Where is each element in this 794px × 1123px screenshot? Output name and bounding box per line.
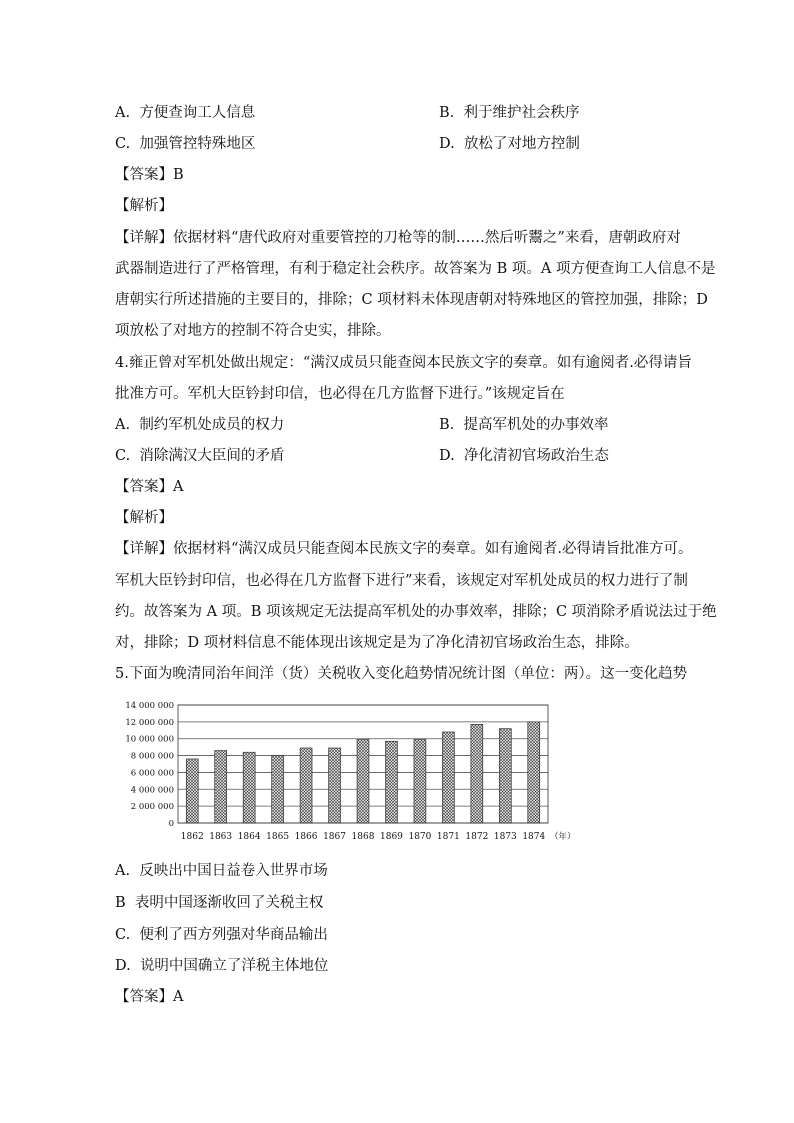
answer-value: A xyxy=(173,989,184,1005)
y-tick-label: 12 000 000 xyxy=(125,717,174,728)
detail-tag: 【详解】 xyxy=(115,230,173,246)
bar-1865 xyxy=(272,756,284,823)
bar-1870 xyxy=(414,740,426,823)
y-tick-label: 10 000 000 xyxy=(125,734,174,745)
q4-stem-line-1: 4.雍正曾对军机处做出规定：“满汉成员只能查阅本民族文字的奏章。如有逾阅者.必得请旨 xyxy=(115,355,692,371)
x-axis-unit: （年） xyxy=(550,832,576,842)
option-label: A. xyxy=(115,863,131,879)
q3-option-b xyxy=(439,104,579,122)
bar-1863 xyxy=(215,751,227,823)
x-tick-label: 1870 xyxy=(408,832,432,842)
option-label: D. xyxy=(439,136,455,152)
option-label: B xyxy=(115,895,126,911)
bar-1869 xyxy=(385,741,397,823)
option-text: 表明中国逐渐收回了关税主权 xyxy=(134,895,324,911)
bar-1862 xyxy=(186,759,198,823)
option-label: C. xyxy=(115,927,131,943)
y-tick-label: 6 000 000 xyxy=(130,768,174,779)
option-text: 加强管控特殊地区 xyxy=(139,136,256,152)
q3-answer xyxy=(115,166,184,184)
option-label: B. xyxy=(439,105,455,121)
bar-1871 xyxy=(442,732,454,823)
option-text: 消除满汉大臣间的矛盾 xyxy=(139,448,285,464)
q4-detail-line-4: 对，排除；D 项材料信息不能体现出该规定是为了净化清初官场政治生态，排除。 xyxy=(115,635,639,651)
option-label: D. xyxy=(439,448,455,464)
q3-detail-line-2: 武器制造进行了严格管理，有利于稳定社会秩序。故答案为 B 项。A 项方便查询工人信息不是 xyxy=(115,261,716,277)
q3-detail-line-1 xyxy=(115,229,681,247)
detail-tag: 【详解】 xyxy=(115,541,173,557)
x-tick-label: 1872 xyxy=(465,832,489,842)
answer-value: B xyxy=(173,167,184,183)
q4-detail-line-2: 军机大臣钤封印信，也必得在几方监督下进行”来看，该规定对军机处成员的权力进行了制 xyxy=(115,573,688,589)
x-tick-label: 1871 xyxy=(436,832,460,842)
option-text: 便利了西方列强对华商品输出 xyxy=(139,927,328,943)
q5-option-d xyxy=(115,957,328,975)
x-tick-label: 1863 xyxy=(209,832,233,842)
bar-1872 xyxy=(471,724,483,823)
q3-option-c xyxy=(115,135,255,153)
chart-x-tick-labels xyxy=(181,831,576,842)
q4-option-b xyxy=(439,416,608,434)
customs-revenue-bar-chart xyxy=(120,700,580,845)
q3-option-a xyxy=(115,104,255,122)
q3-detail-line-4: 项放松了对地方的控制不符合史实，排除。 xyxy=(115,323,391,339)
option-text: 净化清初官场政治生态 xyxy=(463,448,609,464)
option-text: 制约军机处成员的权力 xyxy=(139,417,285,433)
y-tick-label: 14 000 000 xyxy=(125,701,174,711)
q4-option-d xyxy=(439,447,609,465)
q4-answer xyxy=(115,478,183,496)
option-label: A. xyxy=(115,417,131,433)
bar-1866 xyxy=(300,748,312,823)
q4-stem-line-2: 批准方可。军机大臣钤封印信，也必得在几方监督下进行。”该规定旨在 xyxy=(115,386,565,402)
x-tick-label: 1869 xyxy=(380,832,403,842)
option-label: C. xyxy=(115,448,131,464)
bar-1873 xyxy=(499,729,511,823)
option-text: 方便查询工人信息 xyxy=(139,105,256,121)
x-tick-label: 1864 xyxy=(237,832,261,842)
x-tick-label: 1867 xyxy=(323,832,346,842)
bar-1867 xyxy=(329,748,341,823)
q5-option-b xyxy=(115,894,323,912)
option-label: D. xyxy=(115,958,131,974)
q4-option-a xyxy=(115,416,284,434)
answer-value: A xyxy=(173,479,184,495)
option-text: 提高军机处的办事效率 xyxy=(463,417,609,433)
q4-detail-line-3: 约。故答案为 A 项。B 项该规定无法提高军机处的办事效率，排除；C 项消除矛盾说法过于绝 xyxy=(115,604,717,620)
y-tick-label: 0 xyxy=(168,819,174,829)
q3-analysis-tag: 【解析】 xyxy=(115,198,173,214)
q5-option-c xyxy=(115,926,328,944)
y-tick-label: 8 000 000 xyxy=(130,751,174,762)
q5-option-a xyxy=(115,862,328,880)
option-text: 放松了对地方控制 xyxy=(463,136,580,152)
x-tick-label: 1873 xyxy=(493,832,517,842)
q4-detail-line-1 xyxy=(115,540,693,558)
bar-1874 xyxy=(528,722,540,823)
x-tick-label: 1874 xyxy=(522,832,546,842)
answer-tag: 【答案】 xyxy=(115,479,173,495)
chart-y-tick-labels xyxy=(125,701,174,829)
option-label: A. xyxy=(115,105,131,121)
q4-analysis-tag: 【解析】 xyxy=(115,510,173,526)
option-text: 说明中国确立了洋税主体地位 xyxy=(139,958,329,974)
detail-text: 依据材料“唐代政府对重要管控的刀枪等的制……然后听鬻之”来看，唐朝政府对 xyxy=(173,230,681,246)
answer-tag: 【答案】 xyxy=(115,989,173,1005)
answer-tag: 【答案】 xyxy=(115,167,173,183)
y-tick-label: 4 000 000 xyxy=(130,785,174,796)
y-tick-label: 2 000 000 xyxy=(130,802,174,813)
detail-text: 依据材料“满汉成员只能查阅本民族文字的奏章。如有逾阅者.必得请旨批准方可。 xyxy=(173,541,693,557)
option-text: 反映出中国日益卷入世界市场 xyxy=(139,863,328,879)
x-tick-label: 1865 xyxy=(266,832,290,842)
x-tick-label: 1868 xyxy=(351,832,375,842)
q3-detail-line-3: 唐朝实行所述措施的主要目的，排除；C 项材料未体现唐朝对特殊地区的管控加强，排除；D xyxy=(115,292,708,308)
q4-option-c xyxy=(115,447,284,465)
q3-option-d xyxy=(439,135,580,153)
option-label: C. xyxy=(115,136,131,152)
x-tick-label: 1862 xyxy=(180,832,204,842)
option-label: B. xyxy=(439,417,455,433)
bar-1864 xyxy=(243,752,255,823)
q5-answer xyxy=(115,988,183,1006)
q5-stem: 5.下面为晚清同治年间洋（货）关税收入变化趋势情况统计图（单位：两）。这一变化趋势 xyxy=(115,666,688,682)
option-text: 利于维护社会秩序 xyxy=(463,105,580,121)
x-tick-label: 1866 xyxy=(294,832,318,842)
bar-1868 xyxy=(357,740,369,823)
